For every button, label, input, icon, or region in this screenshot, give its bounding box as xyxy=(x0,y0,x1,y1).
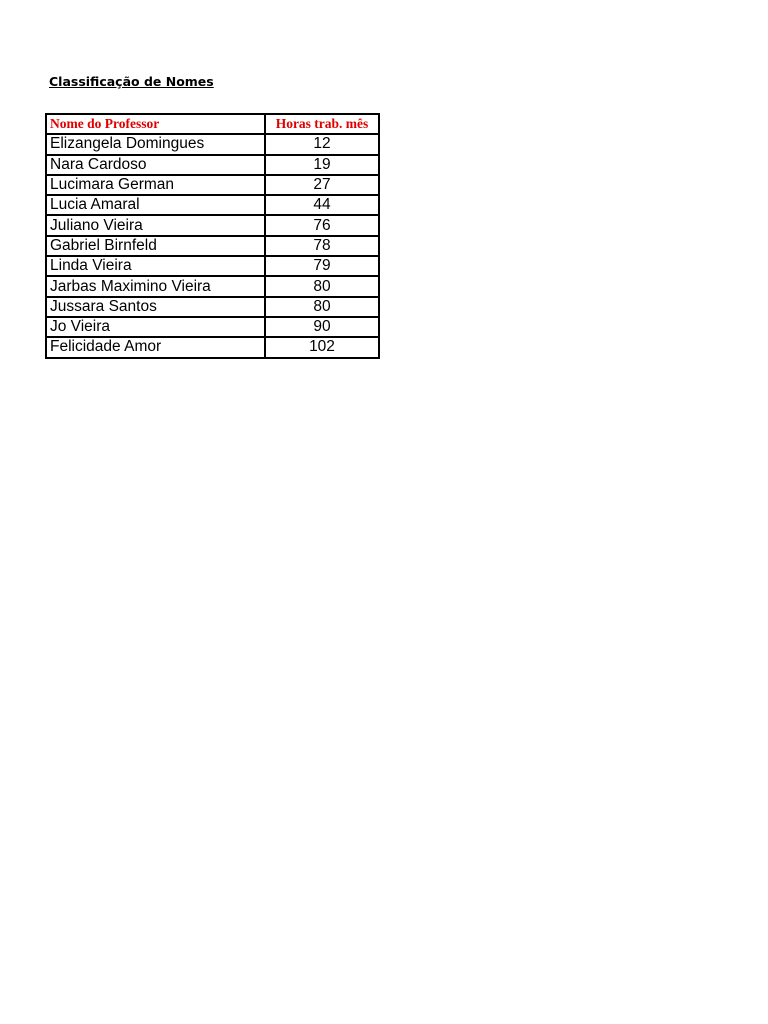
hours-cell: 80 xyxy=(265,297,379,317)
column-header-name: Nome do Professor xyxy=(46,114,265,134)
page-title: Classificação de Nomes xyxy=(49,74,214,89)
teacher-hours-table xyxy=(45,113,380,359)
table-row xyxy=(46,134,379,154)
hours-cell: 79 xyxy=(265,256,379,276)
teacher-name-cell: Jarbas Maximino Vieira xyxy=(46,276,265,296)
table-row xyxy=(46,337,379,357)
table-header-row xyxy=(46,114,379,134)
teacher-name-cell: Felicidade Amor xyxy=(46,337,265,357)
table-row xyxy=(46,256,379,276)
teacher-name-cell: Nara Cardoso xyxy=(46,155,265,175)
teacher-name-cell: Gabriel Birnfeld xyxy=(46,236,265,256)
hours-cell: 102 xyxy=(265,337,379,357)
teacher-name-cell: Lucia Amaral xyxy=(46,195,265,215)
hours-cell: 90 xyxy=(265,317,379,337)
table-row xyxy=(46,215,379,235)
teacher-name-cell: Juliano Vieira xyxy=(46,215,265,235)
table-row xyxy=(46,155,379,175)
hours-cell: 44 xyxy=(265,195,379,215)
column-header-hours: Horas trab. mês xyxy=(265,114,379,134)
table-row xyxy=(46,236,379,256)
teacher-name-cell: Jo Vieira xyxy=(46,317,265,337)
table-row xyxy=(46,276,379,296)
hours-cell: 80 xyxy=(265,276,379,296)
teacher-name-cell: Lucimara German xyxy=(46,175,265,195)
teacher-name-cell: Jussara Santos xyxy=(46,297,265,317)
hours-cell: 12 xyxy=(265,134,379,154)
table-row xyxy=(46,195,379,215)
hours-cell: 78 xyxy=(265,236,379,256)
table-row xyxy=(46,175,379,195)
teacher-name-cell: Linda Vieira xyxy=(46,256,265,276)
hours-cell: 76 xyxy=(265,215,379,235)
table-row xyxy=(46,297,379,317)
hours-cell: 19 xyxy=(265,155,379,175)
table-row xyxy=(46,317,379,337)
teacher-name-cell: Elizangela Domingues xyxy=(46,134,265,154)
hours-cell: 27 xyxy=(265,175,379,195)
